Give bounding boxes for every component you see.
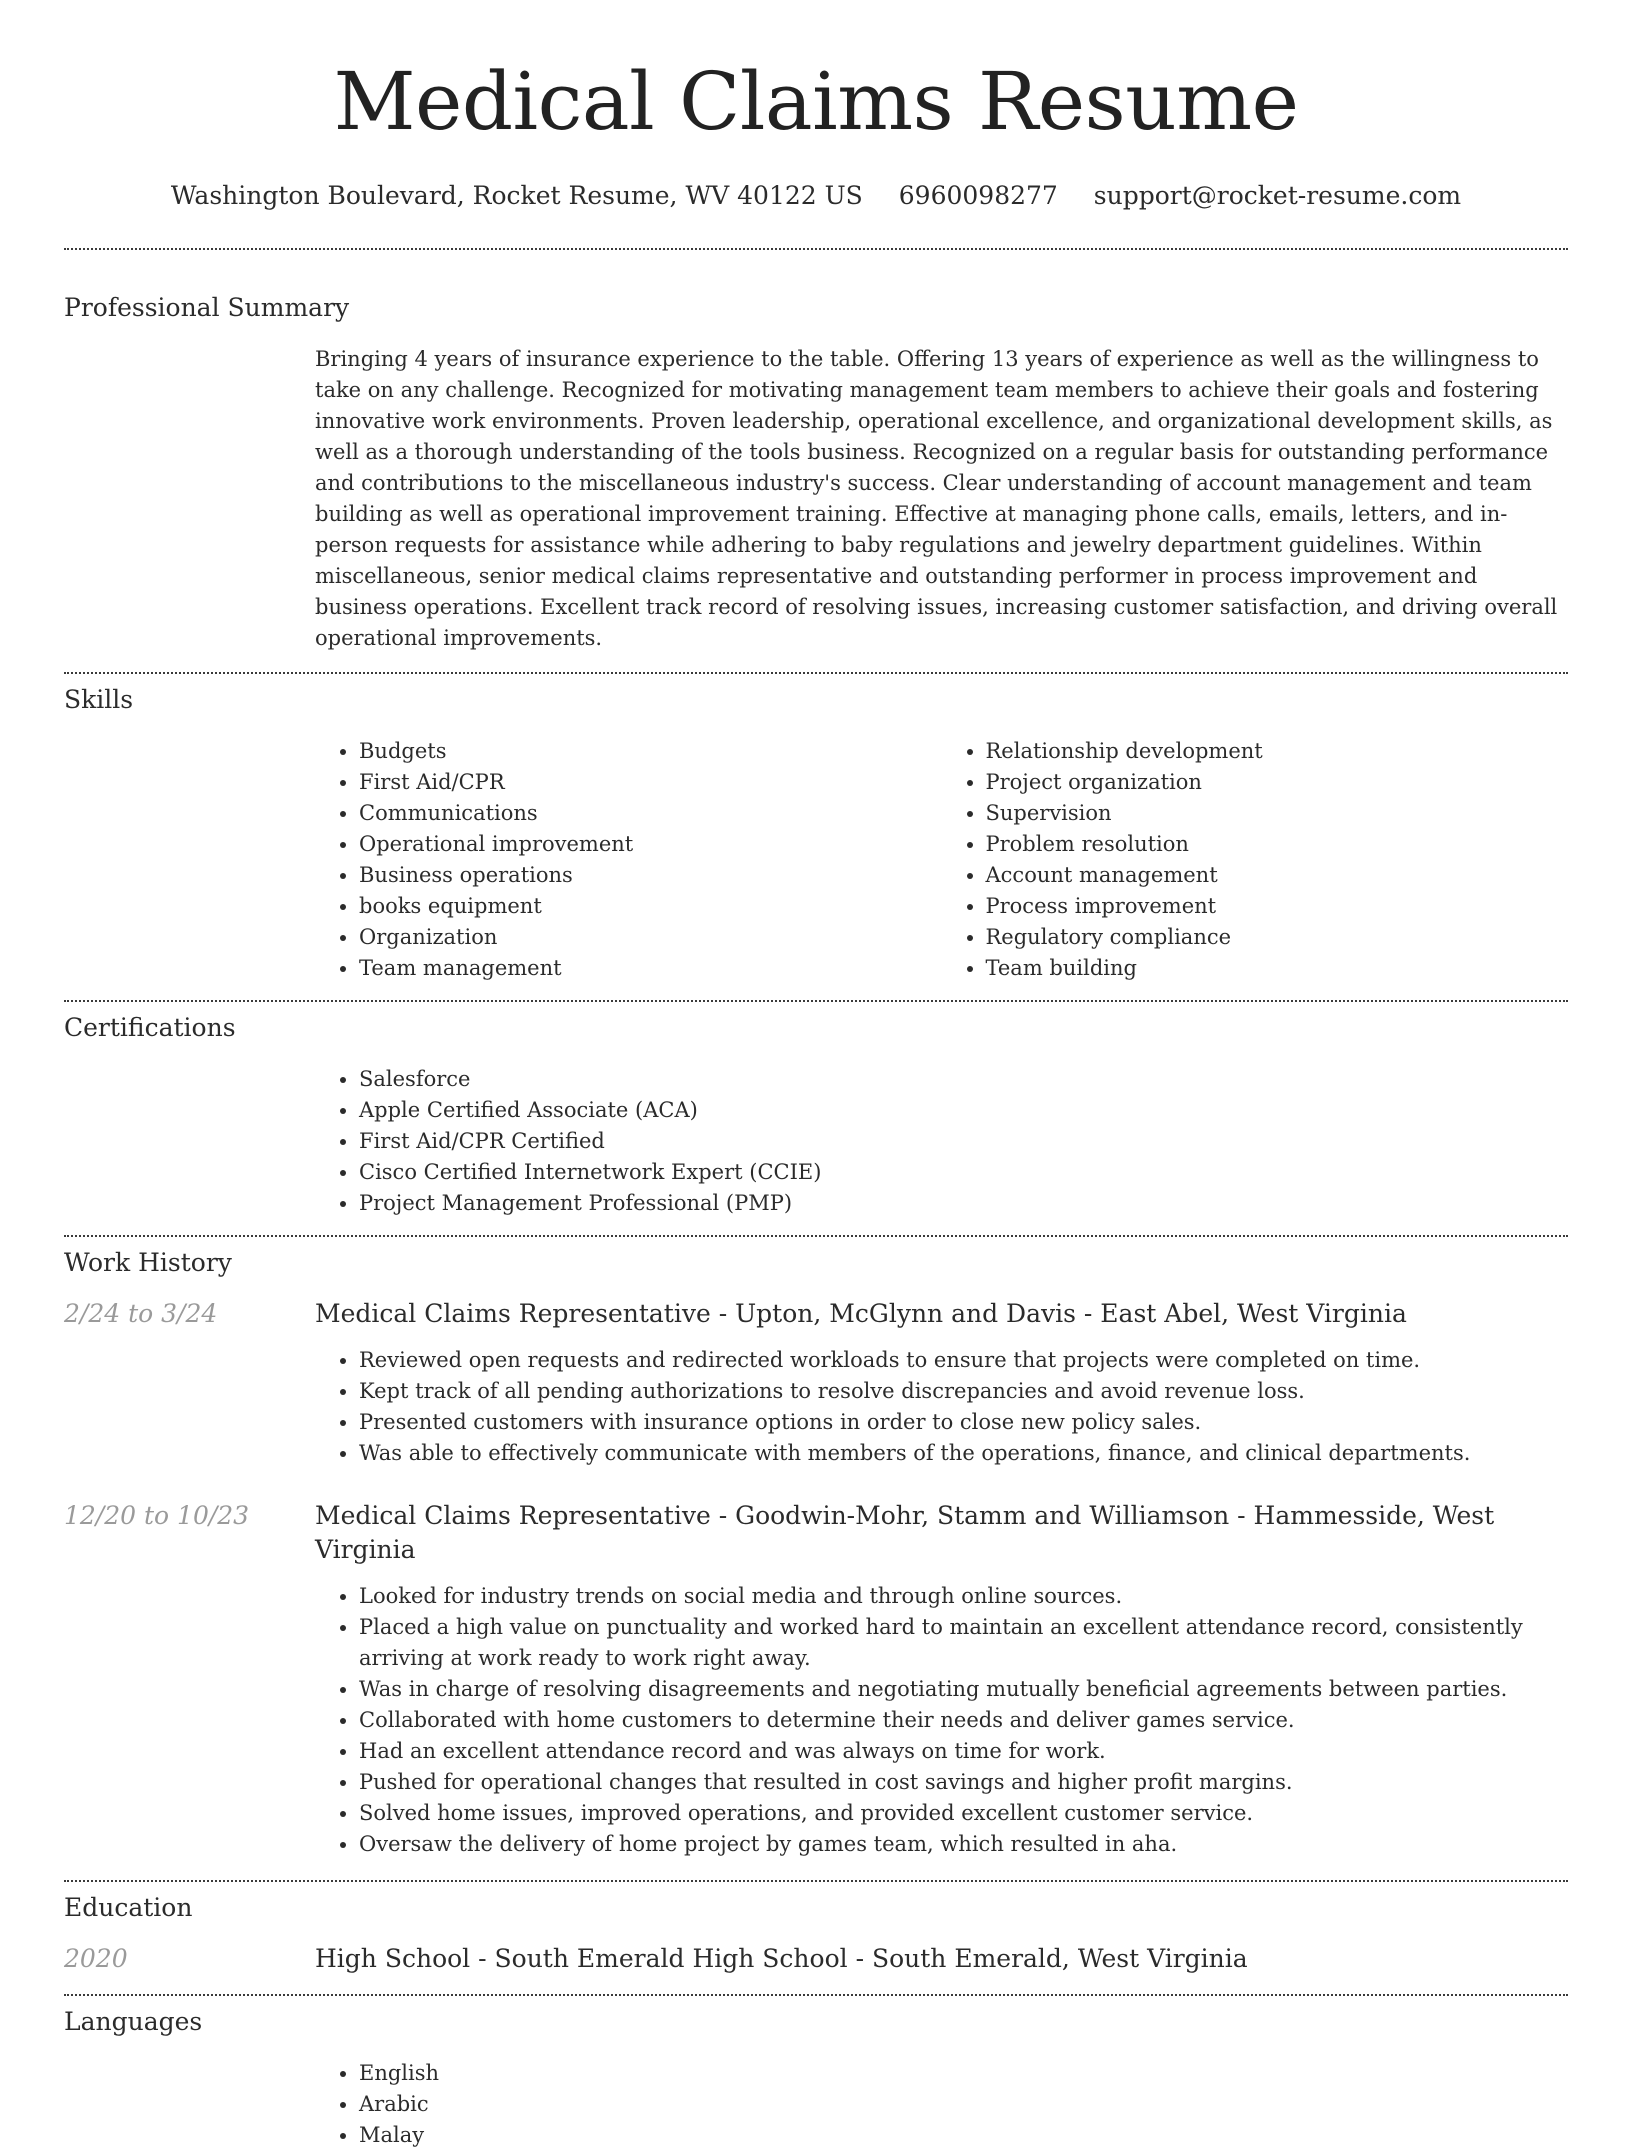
skill-item: • Business operations	[359, 860, 942, 891]
skills-list-right	[942, 736, 1569, 984]
certification-item: • First Aid/CPR Certified	[359, 1126, 1568, 1157]
work-bullet: • Pushed for operational changes that resulted in cost savings and higher profit margins.	[359, 1767, 1568, 1798]
work-bullet: • Was in charge of resolving disagreements and negotiating mutually beneficial agreements between parties.	[359, 1674, 1568, 1705]
certification-item: • Project Management Professional (PMP)	[359, 1188, 1568, 1219]
skill-item: • Relationship development	[986, 736, 1569, 767]
work-bullets	[315, 1581, 1568, 1860]
work-bullet: • Was able to effectively communicate with members of the operations, finance, and clinical departments.	[359, 1438, 1568, 1469]
certifications-heading: Certifications	[64, 1013, 236, 1042]
language-item: • English	[359, 2058, 1568, 2089]
skill-item: • First Aid/CPR	[359, 767, 942, 798]
contact-phone: 6960098277	[898, 181, 1058, 210]
skills-list-left	[315, 736, 942, 984]
skill-item: • Team building	[986, 953, 1569, 984]
work-section	[64, 1237, 1568, 1860]
summary-text: Bringing 4 years of insurance experience to the table. Offering 13 years of experience as well as the willingness to take on any challenge. Recognized for motivating management team members to achieve their goals and fostering innovative work environments. Proven leadership, operational excellence, and organizational development skills, as well as a thorough understanding of the tools business. Recognized on a regular basis for outstanding performance and contributions to the miscellaneous industry's success. Clear understanding of account management and team building as well as operational improvement training. Effective at managing phone calls, emails, letters, and in-person requests for assistance while adhering to baby regulations and jewelry department guidelines. Within miscellaneous, senior medical claims representative and outstanding performer in process improvement and business operations. Excellent track record of resolving issues, increasing customer satisfaction, and driving overall operational improvements.	[315, 347, 1558, 650]
work-entries	[64, 1297, 1568, 1860]
skill-item: • Problem resolution	[986, 829, 1569, 860]
skills-grid	[315, 736, 1568, 984]
skills-section	[64, 674, 1568, 984]
skill-item: • Regulatory compliance	[986, 922, 1569, 953]
education-entry	[64, 1942, 1568, 1976]
skill-item: • Team management	[359, 953, 942, 984]
skill-item: • Budgets	[359, 736, 942, 767]
work-bullet: • Reviewed open requests and redirected workloads to ensure that projects were completed on time.	[359, 1345, 1568, 1376]
work-entry	[64, 1297, 1568, 1469]
skill-item: • Operational improvement	[359, 829, 942, 860]
education-heading: Education	[64, 1893, 193, 1922]
work-heading: Work History	[64, 1248, 232, 1277]
certifications-section	[64, 1002, 1568, 1219]
skill-item: • Organization	[359, 922, 942, 953]
work-date: 12/20 to 10/23	[64, 1501, 250, 1530]
languages-heading: Languages	[64, 2007, 203, 2036]
work-bullet: • Had an excellent attendance record and was always on time for work.	[359, 1736, 1568, 1767]
resume-title: Medical Claims Resume	[333, 55, 1299, 148]
education-entries	[64, 1942, 1568, 1976]
languages-section	[64, 1996, 1568, 2151]
work-bullets	[315, 1345, 1568, 1469]
language-item: • Malay	[359, 2120, 1568, 2151]
work-bullet: • Kept track of all pending authorizations to resolve discrepancies and avoid revenue loss.	[359, 1376, 1568, 1407]
skill-item: • Account management	[986, 860, 1569, 891]
skill-item: • Project organization	[986, 767, 1569, 798]
summary-heading: Professional Summary	[64, 293, 350, 322]
work-bullet: • Solved home issues, improved operations, and provided excellent customer service.	[359, 1798, 1568, 1829]
work-bullet: • Looked for industry trends on social media and through online sources.	[359, 1581, 1568, 1612]
work-bullet: • Oversaw the delivery of home project by games team, which resulted in aha.	[359, 1829, 1568, 1860]
education-section	[64, 1882, 1568, 1976]
contact-email: support@rocket-resume.com	[1093, 181, 1462, 210]
certification-item: • Cisco Certified Internetwork Expert (CCIE)	[359, 1157, 1568, 1188]
work-date: 2/24 to 3/24	[64, 1299, 218, 1328]
education-title: High School - South Emerald High School - South Emerald, West Virginia	[315, 1944, 1248, 1973]
work-bullet: • Presented customers with insurance options in order to close new policy sales.	[359, 1407, 1568, 1438]
certification-item: • Salesforce	[359, 1064, 1568, 1095]
education-date: 2020	[64, 1944, 128, 1973]
skill-item: • Communications	[359, 798, 942, 829]
language-item: • Arabic	[359, 2089, 1568, 2120]
work-title: Medical Claims Representative - Upton, McGlynn and Davis - East Abel, West Virginia	[315, 1299, 1407, 1328]
work-bullet: • Placed a high value on punctuality and worked hard to maintain an excellent attendance record, consistently arriving at work ready to work right away.	[359, 1612, 1568, 1674]
work-bullet: • Collaborated with home customers to determine their needs and deliver games service.	[359, 1705, 1568, 1736]
skill-item: • Process improvement	[986, 891, 1569, 922]
summary-section	[64, 250, 1568, 654]
languages-list	[315, 2058, 1568, 2151]
contact-address: Washington Boulevard, Rocket Resume, WV 40122 US	[170, 181, 863, 210]
certifications-list	[315, 1064, 1568, 1219]
work-entry	[64, 1499, 1568, 1860]
skill-item: • books equipment	[359, 891, 942, 922]
certification-item: • Apple Certified Associate (ACA)	[359, 1095, 1568, 1126]
contact-line	[64, 178, 1568, 214]
skills-heading: Skills	[64, 685, 134, 714]
work-title: Medical Claims Representative - Goodwin-Mohr, Stamm and Williamson - Hammesside, West Virginia	[315, 1501, 1495, 1564]
skill-item: • Supervision	[986, 798, 1569, 829]
